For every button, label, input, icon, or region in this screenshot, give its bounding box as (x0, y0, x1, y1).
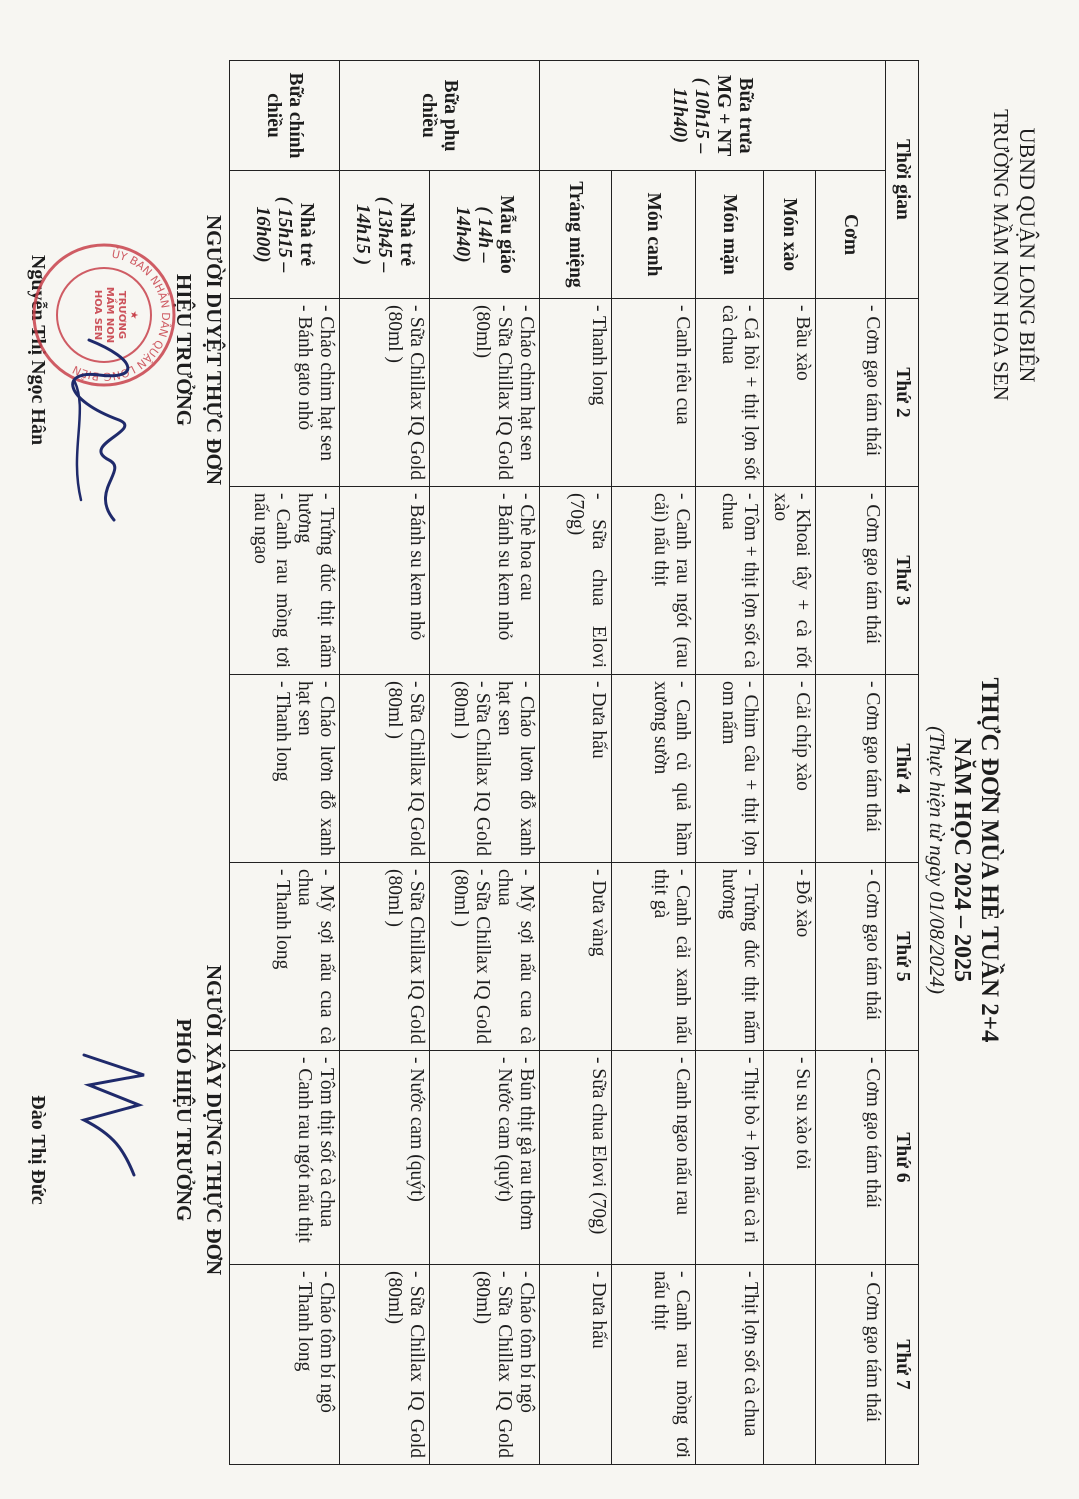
menu-cell: - Cơm gạo tám thái (816, 487, 886, 675)
menu-cell: - Cháo lươn đỗ xanh hạt sen - Sữa Chillax IQ Gold (80ml ) (430, 675, 540, 863)
column-header-day: Thứ 2 (886, 299, 919, 487)
table-header-row (886, 61, 919, 1465)
dish-category-label: Tráng miệng (565, 181, 587, 288)
meal-label (230, 61, 340, 171)
menu-cell: - Chim câu + thịt lợn om nấm (696, 675, 764, 863)
menu-cell: - Canh rau mồng tơi nấu thịt (612, 1265, 696, 1465)
dish-category (540, 171, 612, 299)
meal-name: Bữa chính chiều (263, 72, 307, 159)
menu-cell: - Canh ngao nấu rau (612, 1051, 696, 1265)
menu-cell: - Thanh long (540, 299, 612, 487)
table-row (430, 61, 540, 1465)
menu-cell: - Su su xào tỏi (764, 1051, 816, 1265)
dish-category-time: ( 14h – 14h40) (452, 206, 496, 263)
menu-cell: - Sữa Chillax IQ Gold (80ml ) (340, 675, 430, 863)
stamp-center-text: TRƯỜNG MẦM NON HOA SEN (92, 286, 127, 344)
author-signature-block (169, 860, 229, 1380)
effective-date: (Thực hiện từ ngày 01/08/2024) (925, 726, 949, 994)
org-name: UBND QUẬN LONG BIÊN (1015, 127, 1040, 383)
column-header-day: Thứ 5 (886, 863, 919, 1051)
dish-category-label: Cơm (840, 213, 862, 256)
menu-cell: - Mỳ sợi nấu cua cà chua - Thanh long (230, 863, 340, 1051)
approver-name: Nguyễn Thị Ngọc Hân (27, 254, 49, 446)
menu-cell: - Cá hồi + thịt lợn sốt cà chua (696, 299, 764, 487)
column-header-day: Thứ 6 (886, 1051, 919, 1265)
dish-category (696, 171, 764, 299)
document-title: THỰC ĐƠN MÙA HÈ TUẦN 2+4 (976, 677, 1003, 1043)
issuer-header (987, 20, 1041, 490)
column-header-day: Thứ 3 (886, 487, 919, 675)
menu-cell: - Trứng đúc thịt nấm hương - Canh rau mồng tơi nấu ngao (230, 487, 340, 675)
dish-category-label: Món canh (643, 192, 665, 277)
menu-cell: - Cơm gạo tám thái (816, 863, 886, 1051)
table-row (764, 61, 816, 1465)
menu-cell: - Dưa hấu (540, 1265, 612, 1465)
menu-cell: - Cháo tôm bí ngô - Thanh long (230, 1265, 340, 1465)
approver-title: NGƯỜI DUYỆT THỰC ĐƠN (202, 214, 226, 486)
menu-cell: - Sữa Chillax IQ Gold (80ml) (340, 1265, 430, 1465)
menu-cell: - Dưa vàng (540, 863, 612, 1051)
school-name: TRƯỜNG MẦM NON HOA SEN (989, 109, 1013, 401)
menu-cell: - Dưa hấu (540, 675, 612, 863)
author-name: Đào Thị Đức (27, 1095, 49, 1205)
menu-cell: - Bún thịt gà rau thơm - Nước cam (quýt) (430, 1051, 540, 1265)
table-row (696, 61, 764, 1465)
menu-cell: - Mỳ sợi nấu cua cà chua - Sữa Chillax IQ Gold (80ml ) (430, 863, 540, 1051)
table-row (540, 61, 612, 1465)
menu-cell: - Sữa chua Elovi (70g) (540, 487, 612, 675)
dish-category-label: Nhà trẻ (296, 202, 318, 267)
table-row (816, 61, 886, 1465)
column-header-day: Thứ 7 (886, 1265, 919, 1465)
menu-cell: - Cải chíp xào (764, 675, 816, 863)
menu-cell: - Cơm gạo tám thái (816, 299, 886, 487)
menu-cell: - Trứng đúc thịt nấm hương (696, 863, 764, 1051)
stamp-ring-text: ỦY BAN NHÂN DÂN QUẬN LONG BIÊN (70, 247, 173, 384)
menu-cell (764, 1265, 816, 1465)
school-year: NĂM HỌC 2024 – 2025 (949, 738, 975, 982)
menu-cell: - Khoai tây + cà rốt xào (764, 487, 816, 675)
menu-cell: - Canh rau ngót (rau cải) nấu thịt (612, 487, 696, 675)
menu-cell: - Sữa Chillax IQ Gold (80ml ) (340, 863, 430, 1051)
dish-category-label: Mẫu giáo (496, 195, 518, 274)
stamp-star-icon: ★ (128, 310, 139, 320)
dish-category (612, 171, 696, 299)
column-header-day: Thứ 4 (886, 675, 919, 863)
table-row (612, 61, 696, 1465)
meal-label (340, 61, 540, 171)
meal-name: Bữa trưa MG + NT (713, 74, 757, 157)
weekly-menu-table (229, 60, 919, 1465)
menu-cell: - Đỗ xào (764, 863, 816, 1051)
approver-role: HIỆU TRƯỞNG (172, 273, 196, 427)
menu-cell: - Thịt lợn sốt cà chua (696, 1265, 764, 1465)
menu-cell: - Cơm gạo tám thái (816, 1051, 886, 1265)
dish-category-time: ( 13h45 – 14h15 ) (352, 196, 396, 273)
menu-cell: - Sữa Chillax IQ Gold (80ml ) (340, 299, 430, 487)
vice-principal-signature-icon (54, 1040, 164, 1190)
menu-cell: - Canh riêu cua (612, 299, 696, 487)
column-header-time: Thời gian (886, 61, 919, 299)
menu-cell: - Canh cải xanh nấu thịt gà (612, 863, 696, 1051)
author-title: NGƯỜI XÂY DỰNG THỰC ĐƠN (202, 964, 226, 1276)
table-row (340, 61, 430, 1465)
dish-category (816, 171, 886, 299)
author-role: PHÓ HIỆU TRƯỞNG (172, 1018, 196, 1222)
menu-cell: - Nước cam (quýt) (340, 1051, 430, 1265)
dish-category (340, 171, 430, 299)
menu-cell: - Thịt bò + lợn nấu cà ri (696, 1051, 764, 1265)
menu-cell: - Bánh su kem nhỏ (340, 487, 430, 675)
menu-cell: - Cơm gạo tám thái (816, 675, 886, 863)
dish-category-label: Nhà trẻ (396, 202, 418, 267)
dish-category (430, 171, 540, 299)
meal-name: Bữa phụ chiều (418, 79, 462, 152)
document-title-block (925, 520, 1003, 1200)
menu-cell: - Canh củ quả hầm xương sườn (612, 675, 696, 863)
menu-cell: - Bầu xào (764, 299, 816, 487)
menu-cell: - Tôm + thịt lợn sốt cà chua (696, 487, 764, 675)
menu-cell: - Chè hoa cau - Bánh su kem nhỏ (430, 487, 540, 675)
dish-category (764, 171, 816, 299)
menu-cell: - Cơm gạo tám thái (816, 1265, 886, 1465)
meal-label (540, 61, 886, 171)
menu-cell: - Sữa chua Elovi (70g) (540, 1051, 612, 1265)
menu-cell: - Cháo chim hạt sen - Sữa Chillax IQ Gold (80ml) (430, 299, 540, 487)
principal-signature-icon (49, 320, 159, 540)
menu-cell: - Cháo lươn đỗ xanh hạt sen - Thanh long (230, 675, 340, 863)
menu-cell: - Cháo tôm bí ngô - Sữa Chillax IQ Gold (80ml) (430, 1265, 540, 1465)
menu-cell: - Cháo chim hạt sen - Bánh gato nhỏ (230, 299, 340, 487)
menu-cell: - Tôm thịt sốt cà chua - Canh rau ngót nấu thịt (230, 1051, 340, 1265)
dish-category-label: Món mặn (719, 194, 741, 275)
dish-category-label: Món xào (779, 197, 801, 272)
dish-category (230, 171, 340, 299)
dish-category-time: ( 15h15 – 16h00) (252, 196, 296, 273)
table-row (230, 61, 340, 1465)
meal-time: ( 10h15 – 11h40) (669, 77, 713, 154)
